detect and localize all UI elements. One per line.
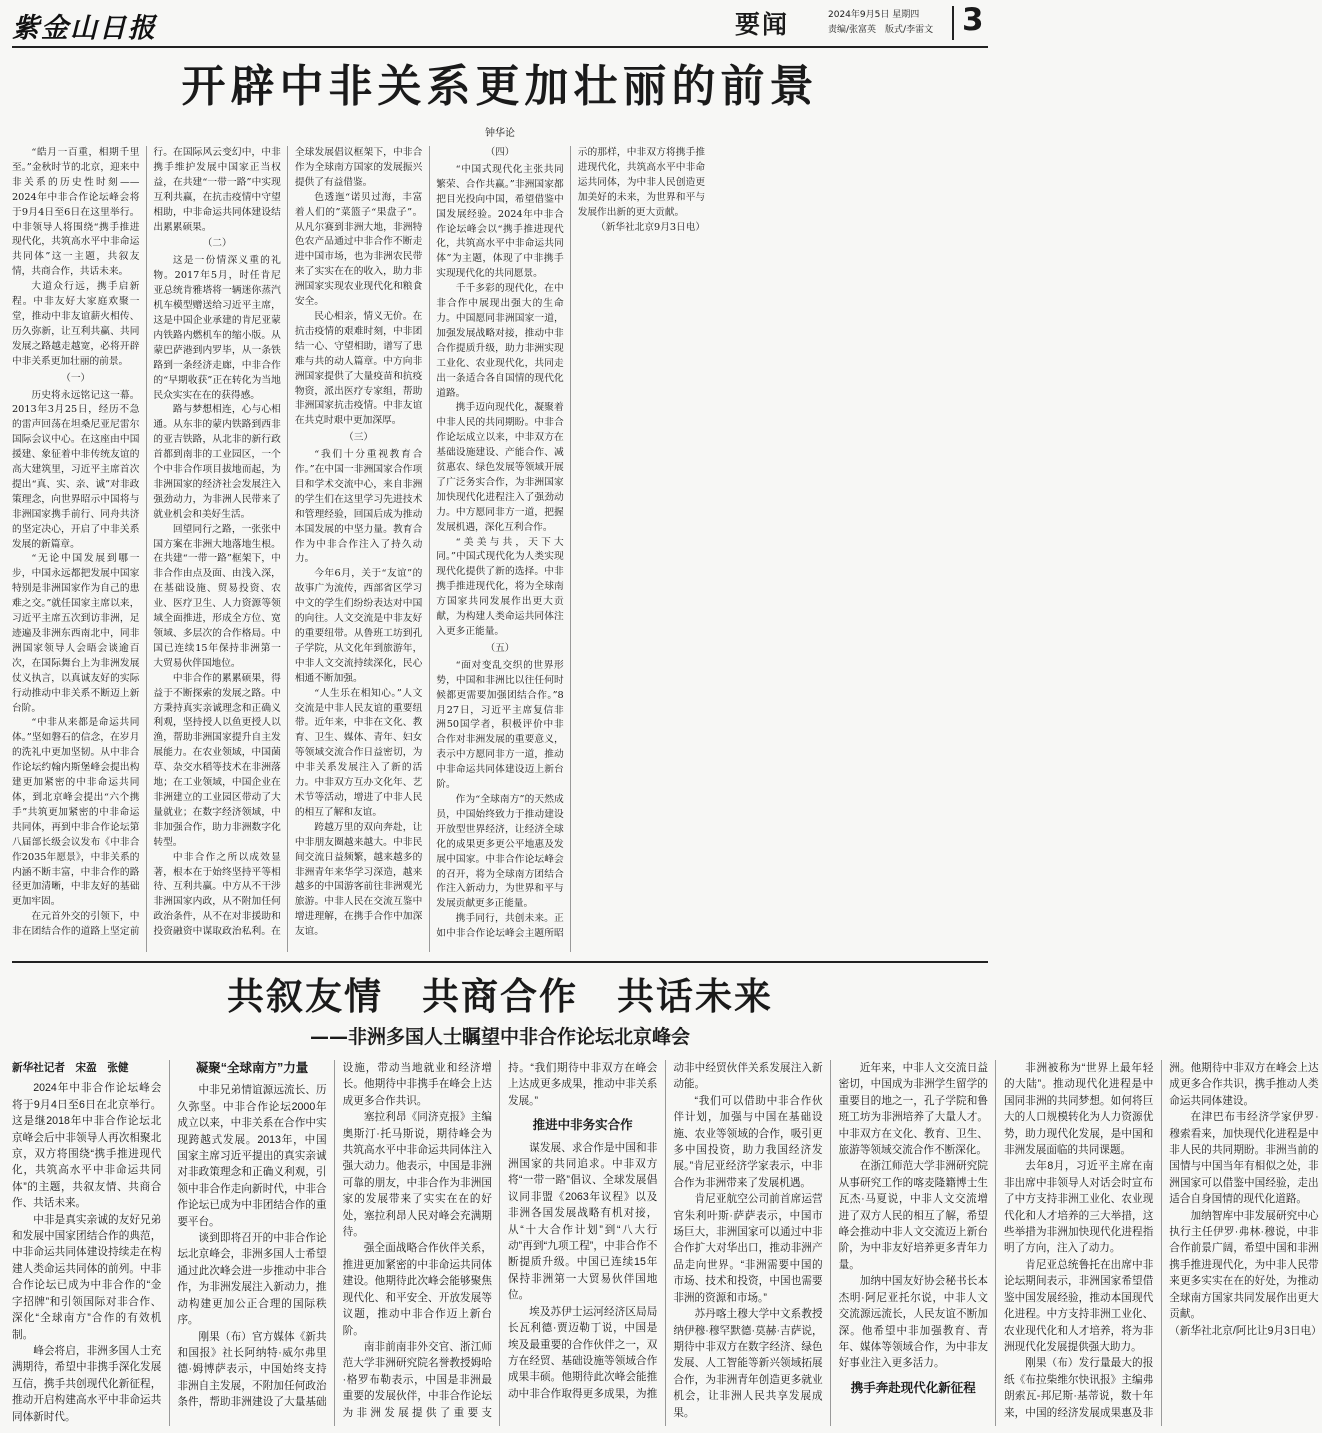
article-paragraph: 近年来，中非人文交流日益密切，中国成为非洲学生留学的重要目的地之一，孔子学院和鲁班工坊为非洲培养了大量人才。中非双方在文化、教育、卫生、旅游等领域交流合作不断深化。 xyxy=(838,1062,988,1157)
article-paragraph: 中非合作的累累硕果，得益于不断探索的发展之路。中方秉持真实亲诚理念和正确义利观，坚持授人以鱼更授人以渔，帮助非洲国家提升自主发展能力。在农业领域，中国菌草、杂交水稻等技术在非洲落地；在工业领域，中国企业在非洲建立的工业园区带动了大量就业；在数字经济领域，中非加强合作，助力非洲数字化转型。 xyxy=(153,672,281,848)
article-paragraph: 刚果（布）官方媒体《新共和国报》社长阿纳特·威尔弗里德·姆博萨表示，中国始终支持非洲自主发展，不附加任何政治条件，帮助非洲建设了大量基础设施，带动当地就业和经济增长。他期待中非携手在峰会上达成更多合作共识。 xyxy=(177,1062,492,1409)
article-paragraph: 民心相亲，情义无价。在抗击疫情的艰难时刻，中非团结一心、守望相助，谱写了患难与共的动人篇章。中方向非洲国家提供了大量疫苗和抗疫物资，派出医疗专家组，帮助非洲国家抗击疫情。中非友谊在共克时艰中更加深厚。 xyxy=(294,310,423,427)
section-divider-rule xyxy=(12,961,988,963)
section-subheading: （三） xyxy=(344,432,374,444)
article-paragraph: 这是一份情深义重的礼物。2017年5月，时任肯尼亚总统肯雅塔将一辆迷你蒸汽机车模型赠送给习近平主席，这是中国企业承建的肯尼亚蒙内铁路内燃机车的缩小版。从蒙巴萨港到内罗毕，从一条铁路到一条经济走廊，中非合作的“早期收获”正在转化为当地民众实实在在的获得感。 xyxy=(153,255,281,401)
article-paragraph: 作为“全球南方”的天然成员，中国始终致力于推动建设开放型世界经济，让经济全球化的成果更多更公平地惠及发展中国家。中非合作论坛峰会的召开，将为全球南方团结合作注入新动力，为世界和平与发展贡献更多正能量。 xyxy=(436,793,564,910)
article-paragraph: 跨越万里的双向奔赴，让中非朋友圈越来越大。中非民间交流日益频繁，越来越多的非洲青年来华学习深造，越来越多的中国游客前往非洲观光旅游。中非人民在交流互鉴中增进理解，在携手合作中加深友谊。 xyxy=(294,821,423,938)
article-paragraph: 非洲被称为“世界上最年轻的大陆”。推动现代化进程是中国同非洲的共同梦想。如何将巨大的人口规模转化为人力资源优势，助力现代化发展，是中国和非洲发展面临的共同课题。 xyxy=(1003,1062,1154,1157)
second-article-body xyxy=(12,1060,1322,1426)
article-paragraph: 色透迤“诺贝过海，丰富着人们的”菜篮子“果盘子”。从凡尔赛到非洲大地，非洲特色农产品通过中非合作不断走进中国市场，也为非洲农民带来了实实在在的收入，助力非洲国家实现农业现代化和粮食安全。 xyxy=(294,191,423,308)
issue-date: 2024年9月5日 星期四 xyxy=(828,10,920,20)
article-paragraph: 回望同行之路，一张张中国方案在非洲大地落地生根。在共建“一带一路”框架下，中非合作由点及面、由浅入深，在基础设施、贸易投资、农业、医疗卫生、人力资源等领域全面推进，形成全方位、宽领域、多层次的合作格局。中国已连续15年保持非洲第一大贸易伙伴国地位。 xyxy=(153,523,281,669)
article-paragraph: 千千多彩的现代化，在中非合作中展现出强大的生命力。中国愿同非洲国家一道，加强发展战略对接，推动中非合作提质升级，助力非洲实现工业化、农业现代化，共同走出一条适合各自国情的现代化道路。 xyxy=(436,283,564,399)
article-paragraph: 肯尼亚航空公司前首席运营官朱利叶斯·萨萨表示，中国市场巨大，非洲国家可以通过中非合作扩大对华出口，推动非洲产品走向世界。“非洲需要中国的市场、技术和投资，中国也需要非洲的资源和市场。” xyxy=(673,1193,823,1304)
section-subheading: 推进中非务实合作 xyxy=(532,1118,633,1133)
article-paragraph: 中非合作之所以成效显著，根本在于始终坚持平等相待、互利共赢。中方从不干涉非洲国家内政，从不附加任何政治条件，从不在对非援助和投资融资中谋取政治私利。在全球发展倡议框架下，中非合作为全球南方国家的发展振兴提供了有益借鉴。 xyxy=(153,147,423,938)
article-paragraph: 大道众行远，携手启新程。中非友好大家庭欢聚一堂，推动中非友谊薪火相传、历久弥新，让互利共赢、共同发展之路越走越宽，必将开辟中非关系更加壮丽的前景。 xyxy=(12,281,140,367)
section-subheading: （二） xyxy=(202,238,232,250)
main-byline: 钟华论 xyxy=(485,128,515,139)
article-paragraph: “我们可以借助中非合作伙伴计划，加强与中国在基础设施、农业等领域的合作，吸引更多中国投资，助力我国经济发展。”肯尼亚经济学家表示，中非合作为非洲带来了发展机遇。 xyxy=(673,1094,823,1189)
article-paragraph: 携手迈向现代化，凝聚着中非人民的共同期盼。中非合作论坛成立以来，中非双方在基础设施建设、产能合作、减贫惠农、绿色发展等领域开展了广泛务实合作，为非洲国家加快现代化进程注入了强劲动力。中方愿同非方一道，把握发展机遇，深化互利合作。 xyxy=(436,402,564,533)
article-paragraph: 塞拉利昂《同济克报》主编奥斯汀·托马斯说，期待峰会为共筑高水平中非命运共同体注入强大动力。他表示，中国是非洲可靠的朋友，中非合作为非洲国家的发展带来了实实在在的好处，塞拉利昂人民对峰会充满期待。 xyxy=(342,1111,492,1239)
article-paragraph: 刚果（布）发行量最大的报纸《布拉柴维尔快讯报》主编弗朗索瓦-邦尼斯·基蒂说，数十年来，中国的经济发展成果惠及非洲。他期待中非双方在峰会上达成更多合作共识，携手推动人类命运共同体建设。 xyxy=(1003,1062,1319,1419)
article-paragraph: 在津巴布韦经济学家伊罗·穆索看来，加快现代化进程是中非人民的共同期盼。非洲当前的国情与中国当年有相似之处，非洲国家可以借鉴中国经验，走出适合自身国情的现代化道路。 xyxy=(1169,1111,1319,1206)
editor-credits: 责编/张富英 版式/李雷文 xyxy=(828,25,934,35)
article-paragraph: 去年8月，习近平主席在南非出席中非领导人对话会时宣布了中方支持非洲工业化、农业现代化和人才培养的三大举措，这些举措为非洲加快现代化进程指明了方向，注入了动力。 xyxy=(1003,1160,1154,1255)
article-paragraph: “美美与共，天下大同。”中国式现代化为人类实现现代化提供了新的选择。中非携手推进现代化，将为全球南方国家共同发展作出更大贡献，为构建人类命运共同体注入更多正能量。 xyxy=(436,536,564,637)
masthead-divider xyxy=(952,6,954,40)
main-headline: 开辟中非关系更加壮丽的前景 xyxy=(181,61,819,112)
article-paragraph: “皓月一百重，相期千里至。”金秋时节的北京，迎来中非关系的历史性时刻——2024年中非合作论坛峰会将于9月4日至6日在这里举行。中非领导人将围绕“携手推进现代化，共筑高水平中非命运共同体”这一主题，共叙友情，共商合作，共话未来。 xyxy=(12,147,140,278)
section-subheading: （五） xyxy=(485,642,515,654)
article-paragraph: 加纳智库中非发展研究中心执行主任伊罗·弗林·穆说，中非合作前景广阔，希望中国和非洲携手推进现代化，为中非人民带来更多实实在在的好处，为推动全球南方国家共同发展作出更大贡献。 xyxy=(1169,1209,1319,1321)
article-paragraph: 谈到即将召开的中非合作论坛北京峰会，非洲多国人士希望通过此次峰会进一步推动中非合作，为非洲发展注入新动力，推动构建更加公正合理的国际秩序。 xyxy=(177,1232,327,1327)
article-paragraph: 今年6月，关于“友谊”的故事广为流传，西部省区学习中文的学生们纷纷表达对中国的向往。人文交流是中非友好的重要纽带。从鲁班工坊到孔子学院，从文化年到旅游年，中非人文交流持续深化，民心相通不断加强。 xyxy=(294,568,423,684)
article-paragraph: 苏丹喀土穆大学中文系教授纳伊穆·穆罕默德·莫赫·吉萨说，期待中非双方在数字经济、绿色发展、人工智能等新兴领域拓展合作，为非洲青年创造更多就业机会，让非洲人民共享发展成果。 xyxy=(673,1308,823,1419)
header-rule xyxy=(12,46,988,48)
article-paragraph: “面对变乱交织的世界形势，中国和非洲比以往任何时候都更需要加强团结合作。”8月27日，习近平主席复信非洲50国学者，积极评价中非合作对非洲发展的重要意义，表示中方愿同非方一道，推动中非命运共同体建设迈上新台阶。 xyxy=(436,659,564,791)
article-paragraph: 中非兄弟情谊源远流长、历久弥坚。中非合作论坛2000年成立以来，中非关系在合作中实现跨越式发展。2013年，中国国家主席习近平提出的真实亲诚对非政策理念和正确义利观，引领中非合作走向新时代，中非合作论坛已成为中非团结合作的重要平台。 xyxy=(177,1084,327,1228)
main-article xyxy=(12,146,988,952)
article-paragraph: “中国式现代化主张共同繁荣、合作共赢。”非洲国家都把目光投向中国，希望借鉴中国发展经验。2024年中非合作论坛峰会以“携手推进现代化，共筑高水平中非命运共同体”为主题，体现了中非携手实现现代化的共同愿景。 xyxy=(436,163,564,280)
dateline-credit: （新华社北京/阿比让9月3日电） xyxy=(1169,1324,1322,1337)
section-subheading: （一） xyxy=(61,372,91,384)
second-headline: 共叙友情 共商合作 共话未来 xyxy=(227,974,773,1018)
section-title: 要闻 xyxy=(735,10,790,39)
article-paragraph: 强全面战略合作伙伴关系，推进更加紧密的中非命运共同体建设。他期待此次峰会能够聚焦现代化、和平安全、开放发展等议题，推动中非合作迈上新台阶。 xyxy=(342,1242,492,1337)
newspaper-logo: 紫金山日报 xyxy=(12,13,157,44)
article-paragraph: 肯尼亚总统鲁托在出席中非论坛期间表示，非洲国家希望借鉴中国发展经验，推动本国现代化进程。中方支持非洲工业化、农业现代化和人才培养，将为非洲现代化发展提供强大助力。 xyxy=(1003,1258,1154,1353)
article-paragraph: “中非从来都是命运共同体。”坚如磐石的信念，在岁月的洗礼中更加坚韧。从中非合作论坛约翰内斯堡峰会提出构建更加紧密的中非命运共同体，到北京峰会提出“六个携手”共筑更加紧密的中非命运共同体，再到中非合作论坛第八届部长级会议发布《中非合作2035年愿景》，中非关系的内涵不断丰富，中非合作的路径更加清晰，中非友好的基础更加牢固。 xyxy=(12,717,140,908)
article-paragraph: 埃及苏伊士运河经济区局局长瓦利德·贾迈勒丁说，中国是埃及最重要的合作伙伴之一，双方在经贸、基础设施等领域合作成果丰硕。他期待此次峰会能推动中非合作取得更多成果，为推动非中经贸伙伴关系发展注入新动能。 xyxy=(507,1062,823,1400)
second-article xyxy=(12,1060,1322,1426)
article-paragraph: 在元首外交的引领下，中非在团结合作的道路上坚定前行。在国际风云变幻中，中非携手维护发展中国家正当权益，在共建“一带一路”中实现互利共赢，在抗击疫情中守望相助，中非命运共同体建设结出累累硕果。 xyxy=(12,147,281,938)
section-subheading: 凝聚“全球南方”力量 xyxy=(195,1061,309,1075)
second-subheadline: ——非洲多国人士瞩望中非合作论坛北京峰会 xyxy=(309,1026,690,1048)
article-paragraph: 谋发展、求合作是中国和非洲国家的共同追求。中非双方将“一带一路”倡议、全球发展倡议同非盟《2063年议程》以及非洲各国发展战略有机对接，从“十大合作计划”到“八大行动”再到“九项工程”，中非合作不断提质升级。中国已连续15年保持非洲第一大贸易伙伴国地位。 xyxy=(507,1141,658,1302)
article-paragraph: 中非是真实亲诚的友好兄弟和发展中国家团结合作的典范，中非命运共同体建设持续走在构建人类命运共同体的前列。中非合作论坛已成为中非合作的“金字招牌”和引领国际对非合作、深化“全球南方”合作的有效机制。 xyxy=(12,1213,162,1341)
main-article-body xyxy=(12,146,988,952)
article-paragraph: 加纳中国友好协会秘书长本杰明·阿尼亚托尔说，中非人文交流源远流长，人民友谊不断加深。他希望中非加强教育、青年、媒体等领域合作，为中非友好事业注入更多活力。 xyxy=(838,1275,988,1370)
second-byline: 新华社记者 宋盈 张健 xyxy=(12,1062,129,1074)
section-subheading: 携手奔赴现代化新征程 xyxy=(850,1380,976,1395)
section-subheading: （四） xyxy=(485,147,515,158)
article-paragraph: 2024年中非合作论坛峰会将于9月4日至6日在北京举行。这是继2018年中非合作论坛北京峰会后中非领导人再次相聚北京，双方将围绕“携手推进现代化，共筑高水平中非命运共同体”的主题，共叙友情、共商合作、共话未来。 xyxy=(12,1082,162,1210)
article-paragraph: “无论中国发展到哪一步，中国永远都把发展中国家特别是非洲国家作为自己的患难之交。”就任国家主席以来，习近平主席五次到访非洲，足迹遍及非洲东西南北中，同非洲国家领导人会晤会谈逾百次，在国际舞台上为非洲发展仗义执言，以真诚友好的实际行动推动中非关系不断迈上新台阶。 xyxy=(12,553,140,714)
article-paragraph: 在浙江师范大学非洲研究院从事研究工作的喀麦隆籍博士生瓦杰·马夏说，中非人文交流增进了双方人民的相互了解，希望峰会推动中非人文交流迈上新台阶，为中非友好培养更多青年力量。 xyxy=(838,1160,988,1271)
article-paragraph: 南非前南非外交官、浙江师范大学非洲研究院名誉教授姆哈·格罗布勒表示，中国是非洲最重要的发展伙伴，中非合作论坛为非洲发展提供了重要支持。“我们期待中非双方在峰会上达成更多成果，推动中非关系发展。” xyxy=(342,1062,658,1419)
article-paragraph: 历史将永远铭记这一幕。2013年3月25日，经历不急的雷声回荡在坦桑尼亚尼雷尔国际会议中心。在这座由中国援建、象征着中非传统友谊的高大建筑里，习近平主席首次提出“真、实、亲、诚”对非政策理念，向世界昭示中国将与非洲国家携手前行、同舟共济的坚定决心，开启了中非关系发展的新篇章。 xyxy=(12,389,140,550)
article-paragraph: 峰会将启，非洲多国人士充满期待，希望中非携手深化发展互信，携手共创现代化新征程，推动开启构建高水平中非命运共同体新时代。 xyxy=(12,1344,162,1423)
dateline-credit: （新华社北京9月3日电） xyxy=(595,221,706,233)
article-paragraph: “我们十分重视教育合作。”在中国一非洲国家合作项目和学术交流中心，来自非洲的学生们在这里学习先进技术和管理经验，回国后成为推动本国发展的中坚力量。教育合作为中非合作注入了持久动力。 xyxy=(294,449,423,565)
article-paragraph: 携手同行，共创未来。正如中非合作论坛峰会主题所昭示的那样，中非双方将携手推进现代化，共筑高水平中非命运共同体，为中非人民创造更加美好的未来，为世界和平与发展作出新的更大贡献。 xyxy=(436,147,706,940)
page-number: 3 xyxy=(962,2,984,38)
article-paragraph: 路与梦想相连，心与心相通。从东非的蒙内铁路到西非的亚吉铁路，从北非的新行政首都到南非的工业园区，一个个中非合作项目拔地而起，为非洲国家的经济社会发展注入强劲动力，为非洲人民带来了就业机会和美好生活。 xyxy=(153,404,281,520)
article-paragraph: “人生乐在相知心。”人文交流是中非人民友谊的重要纽带。近年来，中非在文化、教育、卫生、媒体、青年、妇女等领域交流合作日益密切，为中非关系发展注入了新的活力。中非双方互办文化年、艺术节等活动，增进了中非人民的相互了解和友谊。 xyxy=(294,687,423,818)
